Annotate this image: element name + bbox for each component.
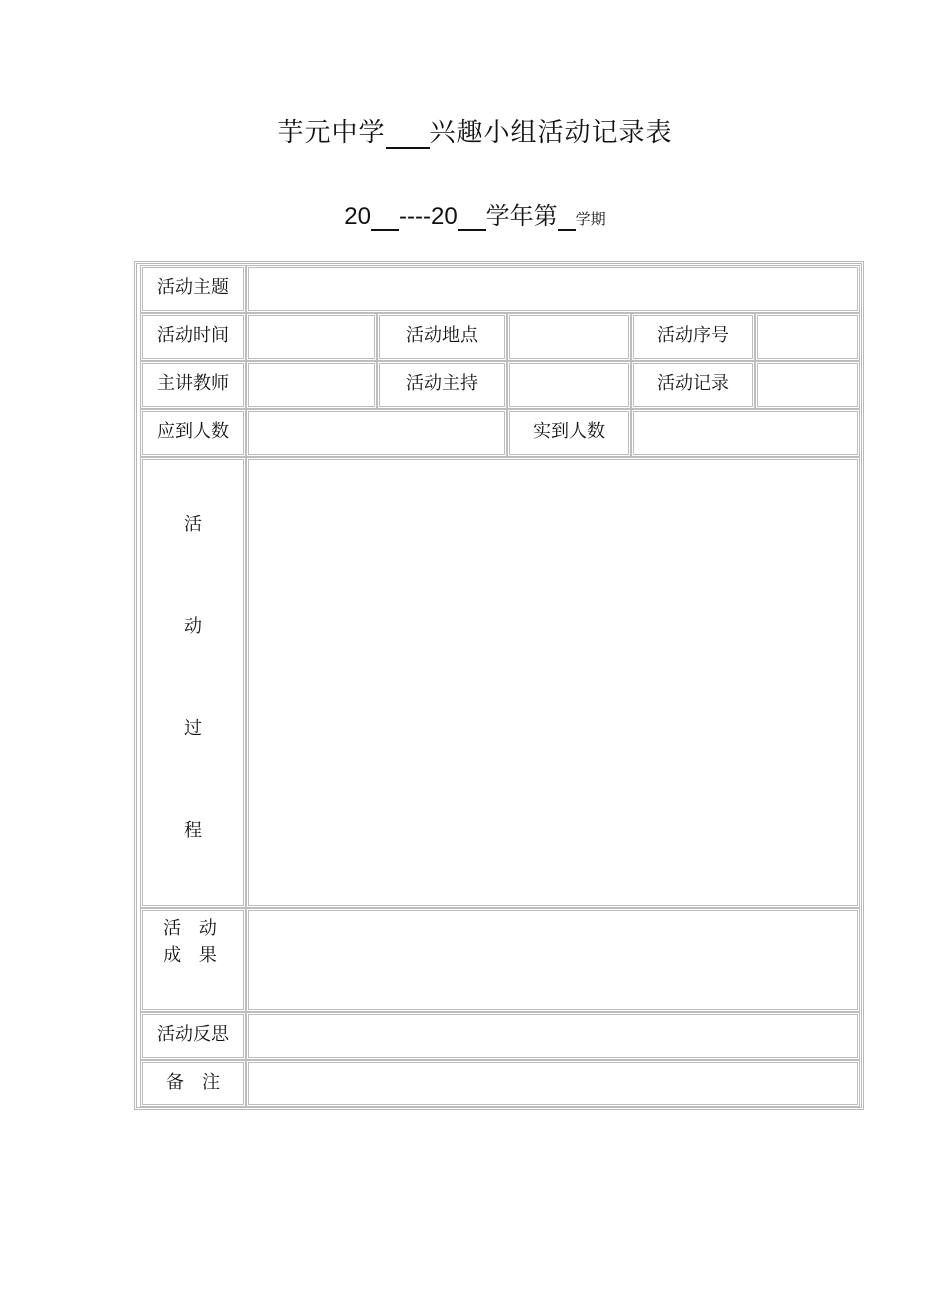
reflection-label-cell xyxy=(140,1012,246,1060)
activity-record-form xyxy=(134,261,864,1110)
actual-label-cell xyxy=(507,409,631,457)
number-label-cell xyxy=(631,313,755,361)
place-label: 活动地点 xyxy=(406,325,478,346)
reflection-value-cell[interactable] xyxy=(246,1012,860,1060)
time-value-cell[interactable] xyxy=(246,313,377,361)
process-char-3: 过 xyxy=(184,718,202,739)
result-value-cell[interactable] xyxy=(246,908,860,1012)
teacher-label-cell xyxy=(140,361,246,409)
host-label: 活动主持 xyxy=(406,373,478,394)
theme-value-cell[interactable] xyxy=(246,265,860,313)
process-value-cell[interactable] xyxy=(246,457,860,908)
theme-label: 活动主题 xyxy=(157,277,229,298)
process-char-1: 活 xyxy=(184,514,202,535)
school-name: 芋元中学 xyxy=(277,118,386,148)
year-dashes: ---- xyxy=(399,203,431,230)
teacher-value-cell[interactable] xyxy=(246,361,377,409)
year-prefix-1: 20 xyxy=(344,203,371,230)
academic-year-text: 学年第 xyxy=(485,202,558,230)
expected-label: 应到人数 xyxy=(157,421,229,442)
teacher-label: 主讲教师 xyxy=(157,373,229,394)
number-value-cell[interactable] xyxy=(755,313,860,361)
group-name-blank[interactable] xyxy=(386,121,430,149)
process-label-cell xyxy=(140,457,246,908)
remarks-label-cell xyxy=(140,1060,246,1107)
theme-label-cell xyxy=(140,265,246,313)
expected-label-cell xyxy=(140,409,246,457)
place-value-cell[interactable] xyxy=(507,313,631,361)
expected-value-cell[interactable] xyxy=(246,409,507,457)
place-label-cell xyxy=(377,313,507,361)
host-value-cell[interactable] xyxy=(507,361,631,409)
result-label xyxy=(143,915,243,969)
remarks-value-cell[interactable] xyxy=(246,1060,860,1107)
time-label-cell xyxy=(140,313,246,361)
year-prefix-2: 20 xyxy=(430,203,458,230)
form-name: 兴趣小组活动记录表 xyxy=(429,118,673,148)
year-blank-2[interactable] xyxy=(458,207,486,231)
actual-value-cell[interactable] xyxy=(631,409,860,457)
document-title xyxy=(0,112,950,149)
term-text: 学期 xyxy=(575,210,606,228)
result-label-line-2: 成 果 xyxy=(163,945,223,966)
document-subtitle xyxy=(0,196,950,231)
reflection-label: 活动反思 xyxy=(157,1024,229,1045)
term-blank[interactable] xyxy=(558,207,576,231)
year-blank-1[interactable] xyxy=(371,207,399,231)
record-value-cell[interactable] xyxy=(755,361,860,409)
result-label-line-1: 活 动 xyxy=(163,918,223,939)
result-label-cell xyxy=(140,908,246,1012)
host-label-cell xyxy=(377,361,507,409)
actual-label: 实到人数 xyxy=(533,421,605,442)
remarks-label: 备 注 xyxy=(166,1072,220,1093)
process-char-2: 动 xyxy=(184,616,202,637)
process-char-4: 程 xyxy=(184,820,202,841)
record-label-cell xyxy=(631,361,755,409)
time-label: 活动时间 xyxy=(157,325,229,346)
number-label: 活动序号 xyxy=(657,325,729,346)
record-label: 活动记录 xyxy=(657,373,729,394)
